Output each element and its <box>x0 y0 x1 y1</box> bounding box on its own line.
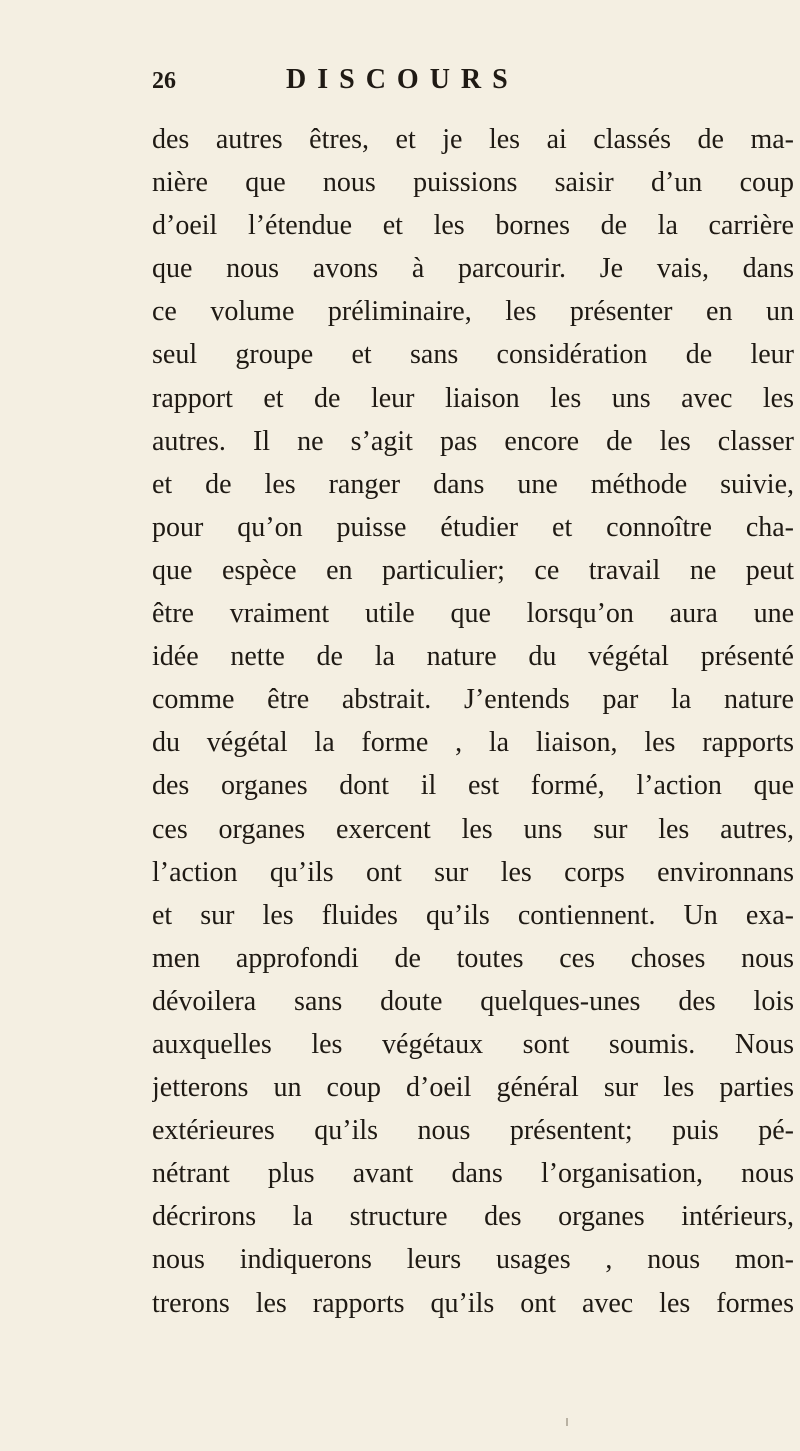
running-title: DISCOURS <box>286 64 519 95</box>
text-line: ces organes exercent les uns sur les autres, <box>152 813 794 845</box>
page-number: 26 <box>152 68 176 94</box>
text-line: ce volume préliminaire, les présenter en un <box>152 296 794 328</box>
text-line: extérieures qu’ils nous présentent; puis pé- <box>152 1115 794 1147</box>
text-line: pour qu’on puisse étudier et connoître cha- <box>152 511 794 543</box>
text-line: dévoilera sans doute quelques-unes des lois <box>152 985 794 1017</box>
text-line: seul groupe et sans considération de leur <box>152 339 794 371</box>
text-line: l’action qu’ils ont sur les corps environnans <box>152 856 794 888</box>
text-line: que nous avons à parcourir. Je vais, dans <box>152 253 794 285</box>
text-line: nière que nous puissions saisir d’un coup <box>152 167 794 199</box>
text-line: nétrant plus avant dans l’organisation, nous <box>152 1158 794 1190</box>
text-line: décrirons la structure des organes intérieurs, <box>152 1201 794 1233</box>
text-line: auxquelles les végétaux sont soumis. Nous <box>152 1028 794 1060</box>
text-line: men approfondi de toutes ces choses nous <box>152 942 794 974</box>
text-line: des autres êtres, et je les ai classés de ma- <box>152 124 794 155</box>
text-line: et de les ranger dans une méthode suivie, <box>152 468 794 500</box>
text-line: et sur les fluides qu’ils contiennent. Un exa- <box>152 899 794 931</box>
running-head <box>152 60 792 104</box>
text-line: rapport et de leur liaison les uns avec les <box>152 382 794 414</box>
text-line: autres. Il ne s’agit pas encore de les classer <box>152 425 794 457</box>
body-text <box>152 118 794 1325</box>
text-line: être vraiment utile que lorsqu’on aura une <box>152 598 794 630</box>
text-line: nous indiquerons leurs usages , nous mon- <box>152 1244 794 1276</box>
text-line: que espèce en particulier; ce travail ne peut <box>152 554 794 586</box>
paper-speck <box>566 1418 568 1426</box>
text-line: des organes dont il est formé, l’action que <box>152 770 794 802</box>
text-line: idée nette de la nature du végétal présenté <box>152 641 794 673</box>
text-line: comme être abstrait. J’entends par la nature <box>152 684 794 716</box>
text-line: du végétal la forme , la liaison, les rapports <box>152 727 794 759</box>
text-line: d’oeil l’étendue et les bornes de la carrière <box>152 210 794 242</box>
text-line: jetterons un coup d’oeil général sur les parties <box>152 1072 794 1104</box>
text-line: trerons les rapports qu’ils ont avec les formes <box>152 1287 794 1319</box>
